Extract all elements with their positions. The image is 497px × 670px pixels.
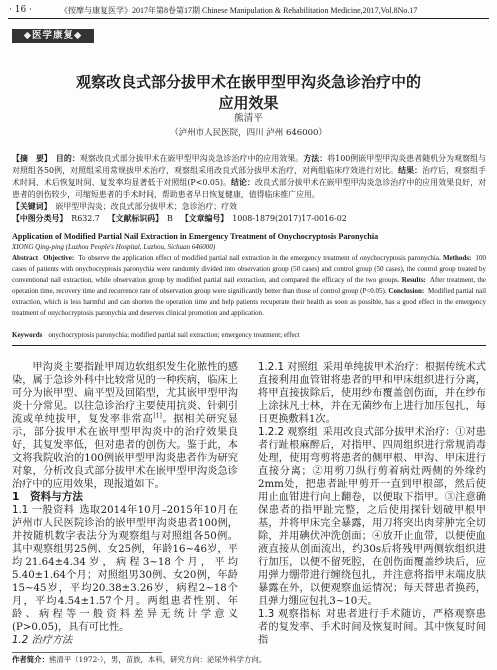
- observation-group-label: 1.2.2 观察组: [258, 427, 318, 438]
- cn-conclusion-label: 结论：: [231, 178, 255, 187]
- cn-methods-label: 方法：: [303, 154, 328, 163]
- en-conclusion-text: Modified partial nail extraction, which is less harmful and can shorten the operation time and help patients recuperate their health as soon as possible, has a good effect in the emergency treatment of onychocryptosis paronychia and deserves clinical promotion and application.: [12, 286, 487, 317]
- english-keywords: [12, 330, 486, 341]
- cn-keywords-text: 嵌甲型甲沟炎；改良式部分拔甲术；急诊治疗；疗效: [55, 202, 237, 211]
- intro-text-a: 甲沟炎主要指趾甲周边软组织发生化脓性的感染，属于急诊外科中比较常见的一种疾病，临床上可分为嵌甲型、扁平型及回陷型，尤其嵌甲型甲沟炎十分常见。以往急诊治疗主要使用抗炎、针刺引流或单纯拔甲，复发率非常高: [12, 362, 238, 425]
- en-objective-label: Objective:: [43, 254, 75, 262]
- cn-keywords: [12, 201, 486, 213]
- header-rule: [8, 18, 489, 19]
- treatment-methods-heading: 1.2 治疗方法: [12, 635, 73, 646]
- cn-conclusion-text: 改良式部分拔甲术在嵌甲型甲沟炎急诊治疗中的应用效果良好，对患者的创伤较少，可缩短患者的手术时间，帮助患者早日恢复健康，值得临床推广应用。: [12, 178, 486, 199]
- clc-label: 【中图分类号】: [12, 214, 68, 223]
- control-group-paragraph: [258, 361, 486, 426]
- cn-results-label: 结果：: [398, 166, 423, 175]
- cn-results-text: 治疗后，观察组手术时间、术后恢复时间、复发率均显著低于对照组(P<0.05)。: [12, 166, 486, 187]
- en-objective-text: To observe the application effect of modified partial nail extraction in the emergency treatment of onychocryptosis paronychia.: [78, 254, 441, 262]
- intro-text-b: 。据相关研究显示，部分拔甲术在嵌甲型甲沟炎中的治疗效果良好，其复发率低，但对患者的创伤大。鉴于此，本文将我院收治的100例嵌甲型甲沟炎患者作为研究对象，分析改良式部分拔甲术在嵌甲型甲沟炎急诊治疗中的应用效果，现报道如下。: [12, 414, 238, 490]
- indicators-text: 对患者进行手术随访，严格观察患者的复发率、手术时间及恢复时间。其中恢复时间指: [258, 609, 486, 646]
- general-data-paragraph: [12, 504, 238, 634]
- cn-methods-text: 将100例嵌甲型甲沟炎患者随机分为观察组与对照组各50例，对照组采用常规拔甲术治疗，观察组采用改良式部分拔甲术治疗，对两组临床疗效进行对比。: [12, 154, 486, 175]
- control-group-text: 采用单纯拔甲术治疗：根据传统术式直接利用血管钳将患者的甲和甲床组织进行分离，将甲直接拔除后，使用纱布覆盖创伤面，并在纱布上涂抹凡士林，并在无菌纱布上进行加压包扎，每日更换敷料1次。: [258, 362, 486, 425]
- citation-ref: [1]: [153, 412, 162, 420]
- page-number: · 16 ·: [9, 5, 32, 15]
- cn-objective-text: 观察改良式部分拔甲术在嵌甲型甲沟炎急诊治疗中的应用效果。: [79, 154, 304, 163]
- intro-paragraph: [12, 361, 238, 491]
- author-name: 熊清平: [234, 113, 263, 124]
- journal-header: 《按摩与康复医学》2017年第8卷第17期 Chinese Manipulation & Rehabilitation Medicine,2017,Vol.8No.17: [60, 6, 418, 15]
- doc-code-label: 【文献标识码】: [107, 214, 164, 223]
- cn-abstract-label: 【摘 要】: [12, 154, 52, 163]
- en-methods-text: 100 cases of patients with onychocryptosis paronychia were randomly divided into observation group (50 cases) and control group (50 cases), the control group treated by conventional nail extraction, while observation group by modified partial nail extraction, and compared the efficacy of the two groups.: [12, 254, 487, 284]
- cn-objective-label: 目的：: [55, 154, 80, 163]
- english-author-line: XIONG Qing-ping (Luzhou People's Hospital, Luzhou, Sichuan 646000): [12, 243, 216, 251]
- section-heading-materials-methods: 1 资料与方法: [12, 491, 83, 503]
- author-bio-footnote: [12, 655, 486, 665]
- abstract-divider: [12, 345, 486, 346]
- english-keywords-text: onychocryptosis paronychia; modified partial nail extraction; emergency treatment; effect: [48, 331, 300, 339]
- footnote-rule: [12, 652, 162, 653]
- classification-line: [12, 213, 486, 225]
- en-results-label: Results:: [401, 275, 426, 284]
- article-title-line-2: 应用效果: [218, 94, 279, 112]
- en-conclusion-label: Conclusion:: [388, 286, 425, 295]
- article-title-line-1: 观察改良式部分拔甲术在嵌甲型甲沟炎急诊治疗中的: [75, 73, 421, 91]
- body-right-column: [258, 361, 486, 647]
- author-bio-text: 熊清平（1972-），男，苗族，本科，研究方向：泌尿外科学方向。: [48, 655, 267, 664]
- general-data-text: 选取2014年10月–2015年10月在泸州市人民医院诊治的嵌甲型甲沟炎患者100例，并按随机数字表法分为观察组与对照组各50例。其中观察组男25例、女25例，年龄16~46岁，平均21.64±4.34岁，病程3~18个月，平均5.40±1.64个月；对照组男30例、女20例，年龄15~45岁，平均20.38±3.26岁，病程2~18个月，平均4.54±1.57个月。两组患者性别、年龄、病程等一般资料差异无统计学意义(P>0.05)，具有可比性。: [12, 505, 238, 633]
- clc-value: R632.7: [71, 214, 100, 223]
- observation-group-text: 采用改良式部分拔甲术治疗：①对患者行趾根麻醉后，对指甲、四周组织进行常规消毒处理，使用弯剪将患者的侧甲根、甲沟、甲床进行直接分离；②用剪刀纵行剪着病灶两侧的外缘约2mm处，把患者趾甲剪开一直到甲根部，然后使用止血钳进行向上翻卷，以便取下指甲。③注意确保患者的指甲趾完整，之后使用探针划破甲根甲基，并将甲床完全暴露，用刀将突出肉芽肿完全切除，并用碘伏冲洗创面；④放开止血带，以便使血液直接从创面流出，约30s后将残甲两侧软组织进行加压，以便不留死腔，在创伤面覆盖纱块后，应用弹力绷带进行缠绕包扎，并注意将指甲末端皮肤暴露在外，以便观察血运情况；每天替患者换药，且弹力绷应包扎3~10天。: [258, 427, 486, 607]
- cn-keywords-label: 【关键词】: [12, 202, 52, 211]
- control-group-label: 1.2.1 对照组: [258, 362, 318, 373]
- cn-abstract: [12, 153, 486, 201]
- english-keywords-label: Keywords: [12, 331, 43, 339]
- observation-group-paragraph: [258, 426, 486, 608]
- en-results-text: After treatment, the operation time, recovery time and recurrence rate of observation group were significantly better than those of control group (P<0.05).: [12, 275, 486, 295]
- section-tag-banner: ◆医学康复◆: [12, 29, 94, 43]
- article-id-label: 【文章编号】: [180, 214, 229, 223]
- english-abstract-label: Abstract: [12, 254, 39, 262]
- english-abstract: [12, 253, 486, 318]
- doc-code-value: B: [167, 214, 173, 223]
- author-bio-label: 作者简介：: [12, 655, 49, 664]
- body-left-column: [12, 361, 238, 647]
- general-data-label: 1.1 一般资料: [12, 505, 75, 516]
- en-methods-label: Methods:: [442, 254, 472, 262]
- indicators-paragraph: [258, 608, 486, 647]
- article-id-value: 1008-1879(2017)17-0016-02: [232, 214, 347, 223]
- english-title: Application of Modified Partial Nail Extraction in Emergency Treatment of Onychocryptosis Paronychia: [12, 232, 379, 241]
- author-affiliation: （泸州市人民医院，四川 泸州 646000）: [170, 128, 327, 138]
- indicators-label: 1.3 观察指标: [258, 609, 321, 620]
